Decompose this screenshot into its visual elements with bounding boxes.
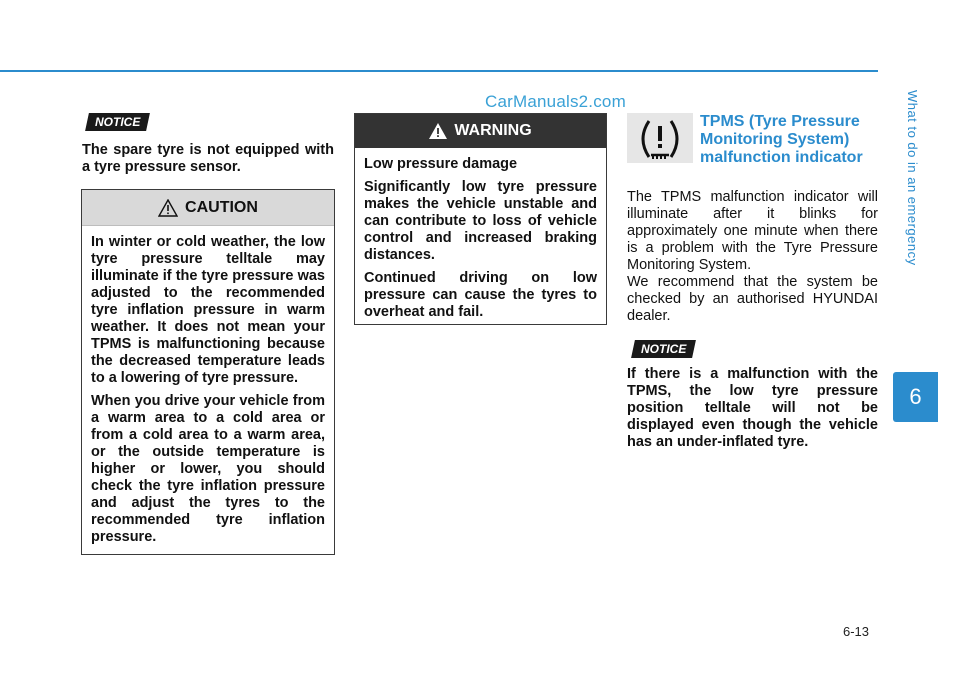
spare-tyre-notice: The spare tyre is not equipped with a tyre pressure sensor. [82, 142, 334, 175]
caution-box [81, 189, 335, 555]
caution-title: CAUTION [185, 198, 258, 216]
notice-label: NOTICE [641, 342, 687, 356]
header-rule [0, 70, 878, 72]
page-number: 6-13 [843, 624, 870, 639]
tpms-warning-icon [627, 113, 693, 163]
tpms-malfunction-notice: If there is a malfunction with the TPMS, the low tyre pressure position telltale will not be displayed even though the vehicle has an under-inflated tyre. [627, 366, 878, 450]
notice-label: NOTICE [95, 115, 141, 129]
notice-badge [85, 113, 150, 131]
warning-box [354, 113, 607, 325]
warning-title: WARNING [454, 122, 532, 139]
notice-badge [631, 340, 696, 358]
caution-paragraph: In winter or cold weather, the low tyre pressure telltale may illuminate if the tyre pressure was adjusted to the recommended tyre inflation pressure in warm weather. It does not mean your TPMS is malfunctioning because the decreased temperature leads to a lowering of tyre pressure. [91, 234, 325, 386]
chapter-tab: 6 [893, 372, 938, 422]
caution-header [82, 190, 334, 226]
warning-triangle-icon [429, 123, 447, 139]
section-label: What to do in an emergency [905, 90, 920, 266]
title-line: Monitoring System) [700, 131, 850, 148]
caution-triangle-icon [158, 199, 178, 217]
title-line: TPMS (Tyre Pressure [700, 113, 860, 130]
warning-body [355, 148, 606, 321]
title-line: malfunction indicator [700, 149, 863, 166]
caution-paragraph: When you drive your vehicle from a warm area to a cold area or from a cold area to a warm area, or the outside temperature is higher or lower, you should check the tyre inflation pressure and adjust the tyres to the recommended tyre inflation pressure. [91, 393, 325, 545]
warning-header [355, 114, 606, 148]
tpms-section-title [700, 113, 880, 167]
dealer-recommendation: We recommend that the system be checked by an authorised HYUNDAI dealer. [627, 274, 878, 324]
warning-paragraph: Significantly low tyre pressure makes the vehicle unstable and can contribute to loss of vehicle control and increased braking distances. [364, 179, 597, 263]
warning-subtitle: Low pressure damage [364, 156, 518, 172]
caution-body [82, 226, 334, 546]
tpms-description: The TPMS malfunction indicator will illuminate after it blinks for approximately one minute when there is a problem with the Tyre Pressure Monitoring System. [627, 189, 878, 273]
watermark: CarManuals2.com [485, 92, 626, 111]
warning-paragraph: Continued driving on low pressure can cause the tyres to overheat and fail. [364, 270, 597, 320]
